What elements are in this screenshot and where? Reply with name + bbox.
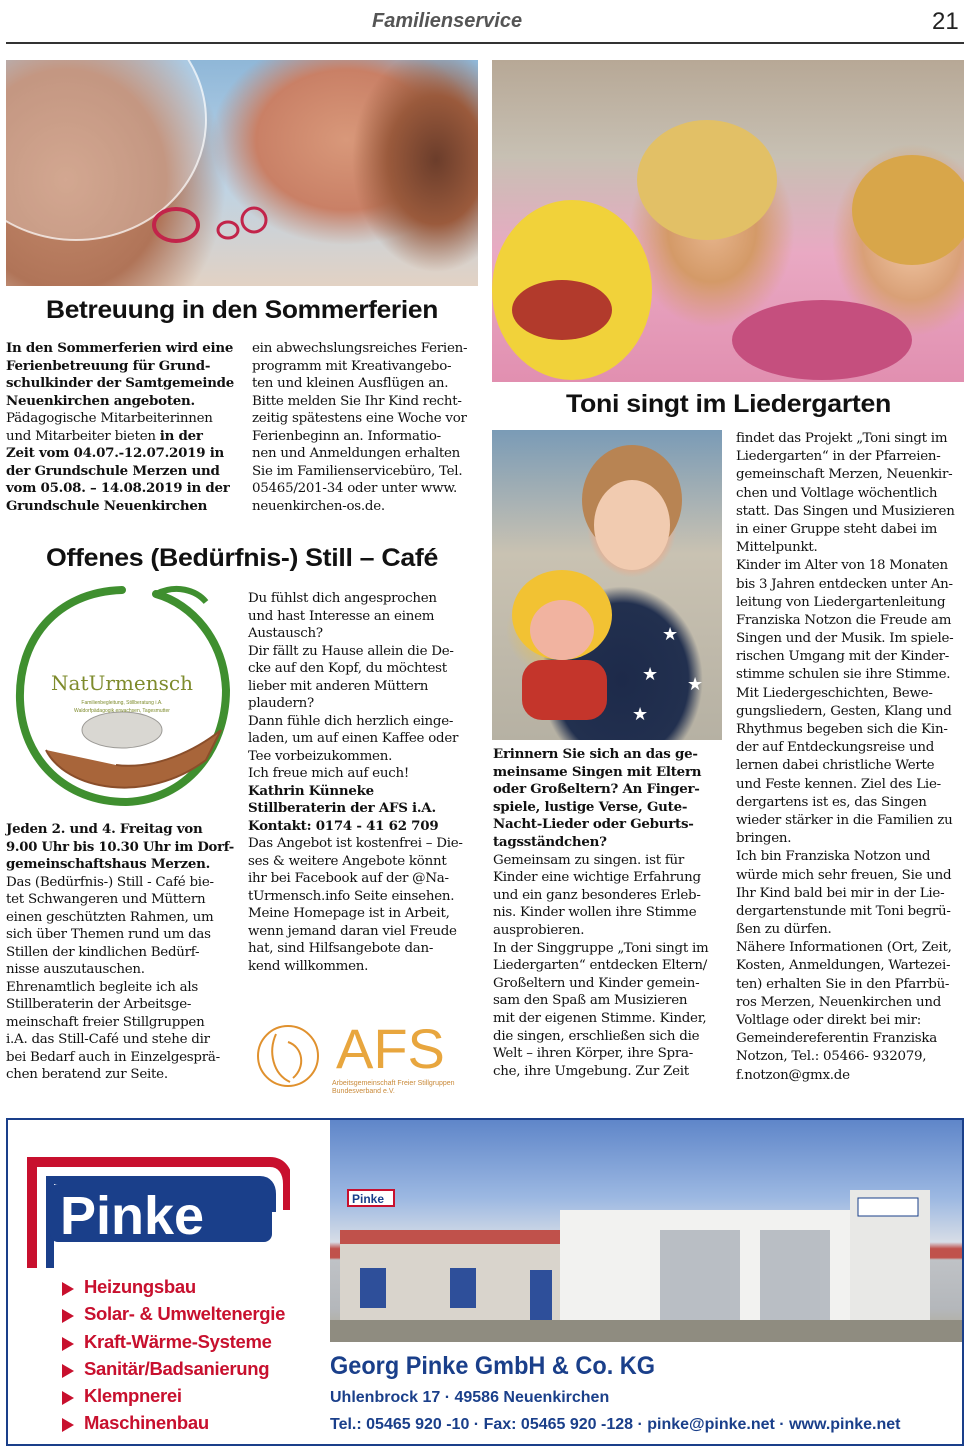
text-run: ihr bei Facebook auf der @Na- [248,871,449,886]
text-line [248,905,478,923]
text-run: ßen zu dürfen. [736,922,832,938]
bold-text-run: Stillberaterin der AFS i.A. [248,800,436,816]
text-run: Das Angebot ist kostenfrei – Die- [248,836,463,851]
text-run: einen geschützten Rahmen, um [6,909,214,925]
text-line [6,463,234,481]
text-line [6,428,234,446]
toni-puppet-graphic [492,430,722,740]
text-line [248,695,478,713]
text-run: Voltlage oder direkt bei mir: [736,1013,922,1028]
text-run: bringen. [736,831,792,847]
text-run: ses & weitere Angebote könnt [248,853,447,869]
text-line [493,1010,721,1028]
text-run: In der Singgruppe „Toni singt im [493,940,709,956]
arrow-right-icon [62,1364,74,1378]
pinke-logo [20,1150,290,1270]
afs-logo-letters: AFS [336,1017,445,1080]
text-line [493,799,721,817]
text-line [736,612,964,630]
text-run: hat, sind Hilfsangebote dan- [248,941,434,956]
text-line [6,1031,234,1049]
stillcafe-column-1 [6,821,234,1084]
text-run: laden, um auf einen Kaffee oder [248,731,459,746]
company-name: Georg Pinke GmbH & Co. KG [330,1352,655,1380]
betreuung-column-1 [6,340,234,515]
text-line [6,944,234,962]
text-run: Kosten, Anmeldungen, Wartezei- [736,958,951,974]
text-line [248,800,478,818]
text-run: Singen und der Musik. Im spiele- [736,631,954,647]
text-run: Sie im Familienservicebüro, Tel. [252,463,463,479]
text-line [736,1048,964,1066]
text-run: rischen Umgang mit der Kinder- [736,649,950,665]
text-run: ten) erhalten Sie in den Pfarrbü- [736,976,950,992]
bold-text-run: oder Großeltern? An Finger- [493,781,700,798]
text-line [493,764,721,782]
text-line [252,445,478,463]
text-line [248,748,478,766]
text-line [6,839,234,857]
text-line [736,994,964,1012]
text-run: wenn jemand daran viel Freude [248,923,457,939]
text-line [248,590,478,608]
text-line [6,979,234,997]
stillcafe-column-2 [248,590,478,975]
text-run: Ehrenamtlich begleite ich als [6,979,199,995]
text-run: programm mit Kreativangebo- [252,358,452,374]
text-run: bei Bedarf auch in Einzelgesprä- [6,1049,220,1065]
text-line [736,703,964,721]
text-line [736,666,964,684]
text-run: statt. Das Singen und Musizieren [736,503,955,519]
text-line [248,625,478,643]
text-line [736,757,964,775]
text-run: dergartens ist es, das Singen [736,794,927,810]
text-run: i.A. das Still-Café und stehe dir [6,1032,210,1047]
naturmensch-logo-sub1: Familienbegleitung, Stillberatung i.A. [81,700,163,706]
text-run: Notzon, Tel.: 05466- 932079, [736,1049,927,1065]
service-label: Kraft-Wärme-Systeme [84,1330,272,1352]
text-line [6,1066,234,1084]
svg-text:★: ★ [632,704,649,725]
company-address: Uhlenbrock 17 · 49586 Neuenkirchen [330,1389,610,1406]
text-run: Du fühlst dich angesprochen [248,591,437,606]
section-title: Familienservice [372,10,523,32]
text-line [736,576,964,594]
text-line [248,608,478,626]
text-run: stimme schulen sie ihre Stimme. [736,667,951,683]
arrow-right-icon [62,1282,74,1296]
text-run: Rhythmus begeben sich die Kin- [736,722,948,737]
text-line [6,498,234,516]
text-run: tet Schwangeren und Müttern [6,892,206,907]
company-contact: Tel.: 05465 920 -10 · Fax: 05465 920 -128 · pinke@pinke.net · www.pinke.net [330,1416,901,1433]
bold-text-run: Erinnern Sie sich an das ge- [493,746,698,762]
text-line [736,739,964,757]
text-line [248,870,478,888]
text-line [736,957,964,975]
text-line [252,358,478,376]
service-item [62,1358,322,1385]
text-run: nis. Kinder wollen ihre Stimme [493,905,697,921]
text-line [736,921,964,939]
text-run: Mit Liedergeschichten, Bewe- [736,685,933,701]
text-line [736,539,964,557]
text-line [493,781,721,799]
text-run: gungsliedern, Gesten, Klang und [736,703,952,719]
text-line [6,1014,234,1032]
text-line [493,887,721,905]
toni-column-2 [736,430,964,1085]
text-run: Gemeinsam zu singen. ist für [493,852,685,868]
text-run: meinschaft freier Stillgruppen [6,1014,205,1030]
text-run: plaudern? [248,696,314,711]
text-line [736,939,964,957]
service-label: Sanitär/Badsanierung [84,1357,270,1379]
text-line [252,340,478,358]
text-run: mit der eigenen Stimme. Kinder, [493,1010,707,1026]
text-line [736,485,964,503]
betreuung-headline: Betreuung in den Sommerferien [46,296,438,324]
text-line [736,466,964,484]
text-line [736,903,964,921]
text-run: bis 3 Jahren entdecken unter An- [736,576,953,592]
afs-logo [248,1012,480,1098]
text-run: ros Merzen, Neuenkirchen und [736,994,942,1010]
text-line [6,926,234,944]
text-line [248,958,478,976]
bold-text-run: meinsame Singen mit Eltern [493,763,702,780]
text-line [248,835,478,853]
text-line [493,834,721,852]
bold-text-run: spiele, lustige Verse, Gute- [493,798,688,815]
text-run: würde mich sehr freuen, Sie und [736,867,952,883]
bold-text-run: Jeden 2. und 4. Freitag von [6,821,203,837]
text-run: Gemeindereferentin Franziska [736,1031,937,1047]
text-run: che, ihre Umgebung. Zur Zeit [493,1063,689,1079]
text-line [6,410,234,428]
text-run: cke auf den Kopf, du möchtest [248,661,447,676]
bold-text-run: gemeinschaftshaus Merzen. [6,856,210,872]
text-line [736,630,964,648]
text-line [493,746,721,764]
bold-text-run: tagsständchen? [493,833,607,850]
bold-text-run: Zeit vom 04.07.-12.07.2019 in [6,445,225,461]
text-line [248,818,478,836]
text-run: zeitig spätestens eine Woche vor [252,411,467,426]
text-line [493,1045,721,1063]
text-line [736,503,964,521]
text-run: 05465/201-34 oder unter www. [252,481,457,496]
text-line [493,816,721,834]
stillcafe-headline: Offenes (Bedürfnis-) Still – Café [46,544,438,572]
text-line [6,821,234,839]
text-line [248,678,478,696]
text-run: ten und kleinen Ausflügen an. [252,376,449,391]
service-item [62,1385,322,1412]
text-line [736,976,964,994]
bold-text-run: Kathrin Künneke [248,782,374,799]
bold-text-run: In den Sommerferien wird eine [6,340,234,356]
text-line [736,830,964,848]
service-label: Heizungsbau [84,1276,196,1297]
arrow-right-icon [62,1418,74,1432]
text-run: leitung von Liedergartenleitung [736,594,946,610]
text-run: Stillberaterin der Arbeitsge- [6,997,192,1012]
text-line [248,940,478,958]
pinke-logo-text: Pinke [60,1186,205,1246]
text-line [248,923,478,941]
text-line [493,992,721,1010]
text-line [736,430,964,448]
bold-text-run: vom 05.08. – 14.08.2019 in der [6,480,230,496]
text-run: Dir fällt zu Hause allein die De- [248,643,454,659]
text-run: lernen dabei christliche Werte [736,758,935,774]
bold-text-run: Nacht-Lieder oder Geburts- [493,816,694,833]
text-run: tUrmensch.info Seite einsehen. [248,888,455,904]
text-line [252,428,478,446]
text-run: die singen, erschließen sich die [493,1028,700,1044]
text-run: und Mitarbeiter bieten [6,428,160,444]
text-line [252,480,478,498]
naturmensch-logo-sub2: Waldorfpädagogik erwachsen, Tagesmutter [74,708,170,714]
text-run: Ich freue mich auf euch! [248,766,409,781]
text-run: kend willkommen. [248,958,369,974]
text-run: Dann fühle dich herzlich einge- [248,713,454,729]
service-label: Solar- & Umweltenergie [84,1303,286,1325]
text-line [736,794,964,812]
text-run: Franziska Notzon die Freude am [736,612,952,628]
text-line [248,888,478,906]
text-run: Kinder eine wichtige Erfahrung [493,870,701,886]
text-line [736,721,964,739]
text-run: und Feste kennen. Ziel des Lie- [736,776,941,792]
text-run: findet das Projekt „Toni singt im [736,431,948,446]
text-line [493,852,721,870]
text-line [493,1028,721,1046]
arrow-right-icon [62,1391,74,1405]
naturmensch-logo [6,580,238,812]
text-line [493,940,721,958]
text-line [493,904,721,922]
service-item [62,1303,322,1330]
bold-text-run: in der [159,427,203,444]
text-run: Ihr Kind bald bei mir in der Lie- [736,885,945,901]
text-run: nen und Anmeldungen erhalten [252,446,461,461]
text-run: gemeinschaft Merzen, Neuenkir- [736,467,953,483]
text-line [736,1012,964,1030]
text-line [736,848,964,866]
text-line [248,765,478,783]
toni-column-1 [493,746,721,1080]
text-line [736,557,964,575]
text-run: sam den Spaß am Musizieren [493,993,688,1009]
text-run: Nähere Informationen (Ort, Zeit, [736,940,952,956]
text-line [248,660,478,678]
text-line [736,448,964,466]
text-run: Austausch? [248,626,323,641]
text-run: lieber mit anderen Müttern [248,678,429,694]
text-run: Tee vorbeizukommen. [248,748,393,764]
text-run: chen und Voltlage wöchentlich [736,485,938,501]
bold-text-run: Grundschule Neuenkirchen [6,497,208,514]
text-line [6,874,234,892]
bold-text-run: 9.00 Uhr bis 10.30 Uhr im Dorf- [6,838,234,855]
photo-soap-bubbles [6,60,478,286]
pinke-building-graphic [330,1120,962,1342]
bold-text-run: der Grundschule Merzen und [6,462,220,479]
bold-text-run: Ferienbetreuung für Grund- [6,357,211,374]
text-line [252,498,478,516]
betreuung-column-2 [252,340,478,515]
header-rule [6,42,964,44]
text-line [6,340,234,358]
afs-logo-sub1: Arbeitsgemeinschaft Freier Stillgruppen [332,1080,455,1087]
text-run: Liedergarten“ entdecken Eltern/ [493,958,707,974]
text-line [6,445,234,463]
text-line [736,521,964,539]
svg-text:★: ★ [642,664,659,685]
text-line [736,1030,964,1048]
text-run: Meine Homepage ist in Arbeit, [248,906,450,921]
service-item [62,1276,322,1303]
text-line [736,648,964,666]
bold-text-run: schulkinder der Samtgemeinde [6,375,234,391]
pinke-service-list [62,1276,322,1440]
text-line [6,1049,234,1067]
text-line [252,393,478,411]
service-label: Klempnerei [84,1385,182,1407]
text-run: nisse auszutauschen. [6,962,145,977]
text-run: Mittelpunkt. [736,540,818,556]
text-line [493,869,721,887]
text-line [736,867,964,885]
text-run: neuenkirchen-os.de. [252,498,385,514]
children-puppet-graphic [492,60,964,382]
arrow-right-icon [62,1309,74,1323]
text-line [252,410,478,428]
text-line [248,730,478,748]
service-item [62,1412,322,1439]
afs-logo-sub2: Bundesverband e.V. [332,1088,395,1095]
text-line [6,891,234,909]
text-line [6,996,234,1014]
toni-headline: Toni singt im Liedergarten [566,390,891,418]
text-line [493,1063,721,1081]
arrow-right-icon [62,1337,74,1351]
text-run: Kinder im Alter von 18 Monaten [736,558,948,574]
text-line [736,812,964,830]
text-line [6,856,234,874]
text-line [736,885,964,903]
text-line [736,776,964,794]
text-line [6,375,234,393]
text-run: ausprobieren. [493,922,585,938]
text-line [248,853,478,871]
text-run: Pädagogische Mitarbeiterinnen [6,411,213,426]
text-line [6,393,234,411]
text-run: Das (Bedürfnis-) Still - Café bie- [6,874,214,890]
text-run: in einer Gruppe steht dabei im [736,521,938,537]
text-line [6,909,234,927]
text-run: Großeltern und Kinder gemein- [493,975,700,991]
svg-text:★: ★ [662,624,679,645]
text-line [248,783,478,801]
bold-text-run: Kontakt: 0174 - 41 62 709 [248,817,439,834]
pinke-building-photo [330,1120,962,1342]
text-line [493,957,721,975]
text-line [252,463,478,481]
service-item [62,1331,322,1358]
text-run: dergartenstunde mit Toni begrü- [736,903,951,919]
photo-toni-puppet [492,430,722,740]
text-run: chen beratend zur Seite. [6,1067,168,1082]
text-line [493,922,721,940]
text-line [6,961,234,979]
text-run: wieder stärker in die Familien zu [736,812,953,828]
text-run: Liedergarten“ in der Pfarreien- [736,449,941,465]
svg-text:★: ★ [687,674,704,695]
page-number: 21 [932,8,959,35]
text-run: Stillen der kindlichen Bedürf- [6,944,200,960]
text-run: Bitte melden Sie Ihr Kind recht- [252,393,462,409]
text-line [736,1067,964,1085]
text-line [252,375,478,393]
building-sign-text: Pinke [352,1192,385,1206]
text-line [6,358,234,376]
naturmensch-logo-name: NatUrmensch [51,671,193,695]
text-line [248,643,478,661]
text-line [248,713,478,731]
text-run: Welt – ihren Körper, ihre Spra- [493,1046,694,1062]
text-run: sich über Themen rund um das [6,927,211,942]
text-line [493,975,721,993]
text-run: Ferienbeginn an. Informatio- [252,428,441,444]
text-run: und hast Interesse an einem [248,608,435,624]
bold-text-run: Neuenkirchen angeboten. [6,392,195,409]
text-run: f.notzon@gmx.de [736,1067,850,1083]
text-run: ein abwechslungsreiches Ferien- [252,341,468,356]
service-label: Maschinenbau [84,1412,209,1434]
soap-bubble-graphic [6,60,478,286]
text-line [6,480,234,498]
text-run: und ein ganz besonderes Erleb- [493,887,701,903]
photo-children-puppet [492,60,964,382]
text-line [736,685,964,703]
text-run: Ich bin Franziska Notzon und [736,849,931,865]
text-line [736,594,964,612]
text-run: der auf Entdeckungsreise und [736,740,935,756]
